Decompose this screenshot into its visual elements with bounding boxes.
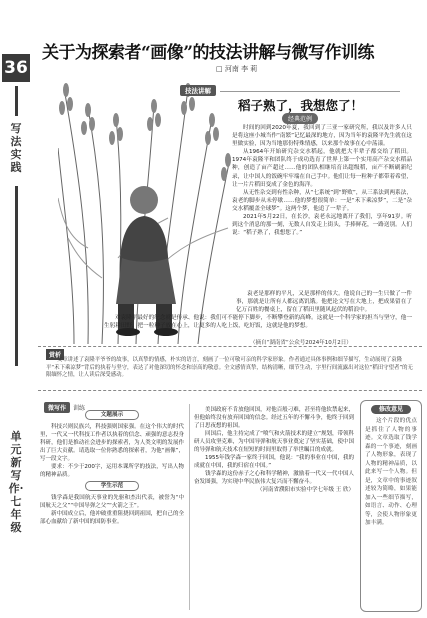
column-paragraph: 回国后，他主持完成了“喷气和火箭技术的建立”规划，带领科研人员攻坚克难，为中国导弹和航天事业奠定了坚实基础，使中国的导弹和航天技术在短短的时间里取得了举世瞩目的成就。 <box>194 431 354 453</box>
revision-text: 这个片段的优点是抓住了人物的事迹。文章选取了钱学森的一个事迹，刻画了人物形象，表现了人物的精神品质，以此来写一个人物。但是，文章中的事迹叙述较为简略，如果能加入一些细节描写，如语言、动作、心理等，会使人物形象更加丰满。 <box>365 418 417 526</box>
practice-tag-label: 训练 <box>73 405 86 412</box>
sidebar-divider <box>15 86 18 116</box>
topic-pill: 文题展示 <box>85 410 139 420</box>
example-tag: 经典范例 <box>282 113 318 124</box>
column-paragraph: 钱学森是我国航天事业的先驱和杰出代表，被誉为“中国航天之父”“中国导弹之父”“火箭之王”。 <box>40 495 184 509</box>
column-paragraph: 钱学森的这份赤子之心和科学精神，激励着一代又一代中国人奋发图强，为实现中华民族伟大复兴而不懈奋斗。 <box>194 471 354 485</box>
essay-paragraph: 时间的回到2020年夏，我回到了三亚一家研究所，我以及许多人只是将这座小城当作“南繁”记忆最深的地方，因为当年的袁隆平先生就在这里做实验，因为当地那份特殊情感，以来那个故事在心中荡漾。 <box>232 125 412 148</box>
student-pill: 学生示范 <box>85 481 139 491</box>
column-paragraph: 1955年钱学森一家终于回国，他说：“我的事业在中国，我的成就在中国，我的归宿在中国。” <box>194 455 354 469</box>
column-paragraph: 新中国成立后，他冲破重重阻挠回到祖国，把自己的全部心血献给了新中国的国防事业。 <box>40 511 184 525</box>
divider <box>38 390 422 391</box>
column-middle <box>194 406 354 494</box>
essay-paragraph: 对袁隆平最好的纪念就是传承、他说：我们可不能停下脚步，不断攀登新的高峰。这就是一个科学家的担当与坚守，他一生躬耕田野，把一粒种子放在心上，让更多的人吃上饭，吃好饭，这就是他的梦想。 <box>104 315 412 330</box>
column-paragraph: 美国政府不肯放他回国，对他百般刁难，甚至将他软禁起来，但他始终没有放弃回国的信念。经过五年的不懈斗争，他终于回到了日思夜想的祖国。 <box>194 407 354 429</box>
column-divider <box>189 404 190 610</box>
essay-body-full <box>104 314 412 330</box>
essay-body-lower <box>236 290 412 314</box>
section-footer: 单元新写作·七年级 <box>8 430 24 534</box>
skill-tag-row <box>180 85 400 96</box>
section-label: 写法实践 <box>10 122 22 174</box>
column-left <box>40 408 184 526</box>
essay-source: （摘自“湖南省“公众号2024年10月2日） <box>250 340 352 346</box>
column-paragraph: 科技兴则民族兴，科技强则国家强。在这个伟大的时代里，一代又一代科技工作者以执着的信念、顽强的意志投身科研，他们是推动社会进步的探索者，为人类文明的发展作出了巨大贡献。请选取一位你熟悉的探索者，为他“画像”，写一段文字。 <box>40 424 184 462</box>
sidebar-divider <box>15 186 18 366</box>
practice-tag: 微写作 <box>44 402 70 413</box>
revision-heading: 修改意见 <box>371 405 411 414</box>
page-sidebar <box>0 0 34 618</box>
skill-tag: 技法讲解 <box>180 85 216 96</box>
author-line: □ 河南 李 莉 <box>216 65 258 73</box>
page-title: 关于为探索者“画像”的技法讲解与微写作训练 <box>42 43 375 63</box>
revision-box <box>360 400 422 612</box>
column-paragraph: 要求：不少于200字，运用本课所学的技法，写出人物的精神品质。 <box>40 464 184 478</box>
essay-body-right <box>232 124 412 237</box>
essay-paragraph: 从无性杂交到有性杂种，从“七系统”到“野败”，从三系法到两系法，袁老的脚步从未停歇……他的梦想很简单：一是“禾下乘凉梦”，二是“杂交水稻覆盖全球梦”。这两个梦，他追了一辈子。 <box>232 189 412 212</box>
student-credit: （河南省濮阳市实验中学七年级 王 欣） <box>257 487 354 493</box>
note-text: 文章讲述了袁隆平爷爷的故事，以真挚的情感，朴实的语言，刻画了一位可敬可亲的科学家形象。作者通过具体事例和细节描写，生动展现了袁隆平“禾下乘凉梦”背后的执着与坚守，表达了对他深切的怀念和崇高的敬意。全文感情真挚，结构清晰，细节生动，字里行间流露出对这位“稻田守望者”的无限缅怀之情，让人读后深受感动。 <box>46 357 413 378</box>
essay-paragraph: 2021年5月22日，在长沙，袁老永远地离开了我们，享年91岁。听到这个消息的那一刻，无数人自发走上街头，手捧鲜花，一路送别。人们说：“稻子熟了，我想您了。” <box>232 214 412 237</box>
page-number: 36 <box>2 54 30 82</box>
divider <box>38 346 422 347</box>
essay-title: 稻子熟了，我想您了！ <box>238 98 364 113</box>
essay-paragraph: 从1964年开始研究杂交水稻起，他就把大半辈子都交给了稻田。1974年袁隆平和团队终于成功选育了世界上第一个实用高产杂交水稻品种，创造了亩产超过……他的团队相继培育出超级稻，亩产不断刷新纪录，让中国人的饭碗牢牢端在自己手中。他们让每一粒种子都带着希望，让一片片稻田变成了金色的海洋。 <box>232 149 412 188</box>
essay-paragraph: 袁老是那样的平凡，又是那样的伟大。他说自己的一生只做了一件事，那就是让所有人都远离饥饿。他把论文写在大地上，把成果留在了亿万百姓的餐桌上，留在了稻田里随风起伏的稻浪中。 <box>236 291 412 314</box>
note-label: 赏析 <box>46 349 64 360</box>
